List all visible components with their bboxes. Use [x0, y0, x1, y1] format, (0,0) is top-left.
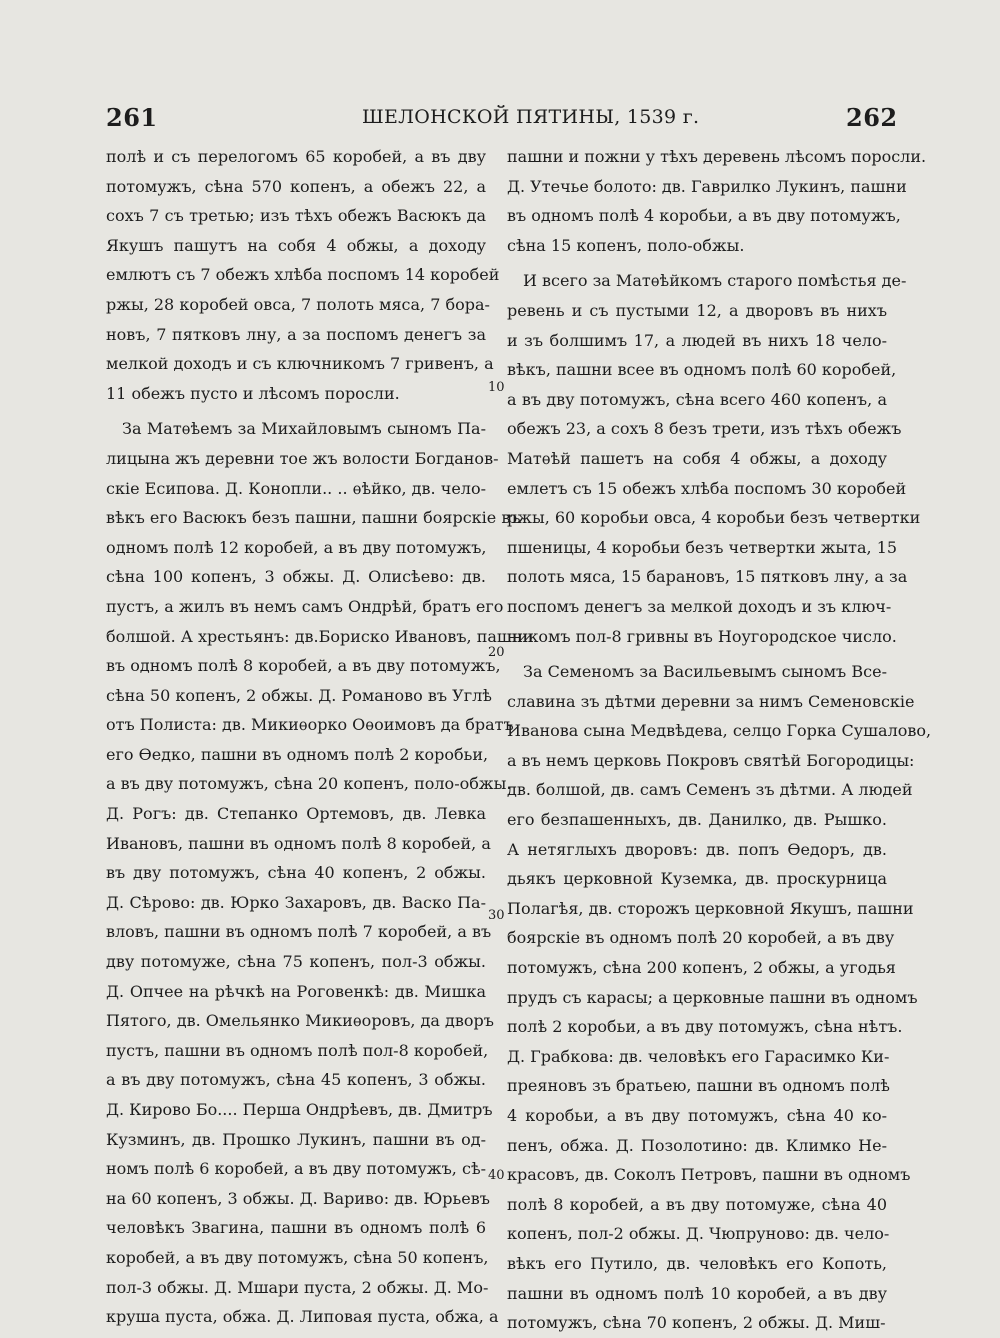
text-line: дву потомуже, сѣна 75 копенъ, пол-3 обжы.	[106, 952, 486, 972]
text-line: славина зъ дѣтми деревни за нимъ Семеновскіе	[507, 691, 915, 711]
text-line: потомужъ, сѣна 570 копенъ, а обежъ 22, а	[106, 176, 486, 196]
line-number-30: 30	[488, 908, 505, 923]
text-line: Полагѣя, дв. сторожъ церковной Якушъ, пашни	[507, 898, 914, 918]
text-line: красовъ, дв. Соколъ Петровъ, пашни въ одномъ	[507, 1165, 911, 1185]
text-line: пол-3 обжы. Д. Мшари пуста, 2 обжы. Д. Мо-	[106, 1277, 489, 1297]
text-line: а въ немъ церковь Покровъ святѣй Богородицы:	[507, 750, 915, 770]
text-line: поспомъ денегъ за мелкой доходъ и зъ ключ-	[507, 596, 892, 616]
text-line: никомъ пол-8 гривны въ Ноугородское число.	[507, 626, 897, 646]
text-line: ржы, 60 коробьи овса, 4 коробьи безъ четвертки	[507, 508, 921, 528]
text-line: и зъ болшимъ 17, а людей въ нихъ 18 чело-	[507, 330, 887, 350]
text-line: 11 обежъ пусто и лѣсомъ поросли.	[106, 383, 400, 403]
text-line: дв. болшой, дв. самъ Семенъ зъ дѣтми. А людей	[507, 780, 913, 800]
text-line: Матѳѣй пашетъ на собя 4 обжы, а доходу	[507, 448, 887, 468]
right-paragraph-1	[507, 142, 927, 260]
text-line: вѣкъ, пашни всее въ одномъ полѣ 60 коробей,	[507, 360, 897, 380]
page-number-right: 262	[846, 103, 898, 132]
text-line: новъ, 7 пятковъ лну, а за поспомъ денегъ за	[106, 324, 486, 344]
text-line: потомужъ, сѣна 200 копенъ, 2 обжы, а угодья	[507, 958, 896, 978]
text-line: копенъ, пол-2 обжы. Д. Чюпруново: дв. чело-	[507, 1224, 890, 1244]
text-line: скіе Есипова. Д. Конопли.. .. ѳѣйко, дв. чело-	[106, 478, 486, 498]
text-line: 4 коробьи, а въ дву потомужъ, сѣна 40 ко-	[507, 1106, 887, 1125]
text-line: пустъ, а жилъ въ немъ самъ Ондрѣй, братъ его	[106, 596, 504, 616]
text-line: потомужъ, сѣна 70 копенъ, 2 обжы. Д. Миш-	[507, 1313, 886, 1333]
text-line: сѣна 50 копенъ, 2 обжы. Д. Романово въ Углѣ	[106, 685, 492, 705]
text-line: Пятого, дв. Омельянко Микиѳоровъ, да дворъ	[106, 1011, 494, 1031]
text-line: лицына жъ деревни тое жъ волости Богданов-	[106, 448, 499, 468]
text-line: въ одномъ полѣ 8 коробей, а въ дву потомужъ,	[106, 656, 501, 676]
text-line: ржы, 28 коробей овса, 7 полоть мяса, 7 бора-	[106, 294, 490, 314]
text-line: преяновъ зъ братьею, пашни въ одномъ полѣ	[507, 1076, 890, 1096]
text-line: Иванова сына Медвѣдева, селцо Горка Сушалово,	[507, 721, 932, 741]
text-line: Кузминъ, дв. Прошко Лукинъ, пашни въ од-	[106, 1129, 486, 1149]
text-line: въ одномъ полѣ 4 коробьи, а въ дву потомужъ,	[507, 206, 901, 226]
text-line: ревень и съ пустыми 12, а дворовъ въ нихъ	[507, 300, 887, 320]
text-line: И всего за Матѳѣйкомъ старого помѣстья де-	[523, 271, 907, 291]
text-line: отъ Полиста: дв. Микиѳорко Оѳоимовъ да братъ	[106, 715, 514, 735]
text-line: на 60 копенъ, 3 обжы. Д. Вариво: дв. Юрьевъ	[106, 1188, 490, 1208]
text-line: а въ дву потомужъ, сѣна 20 копенъ, поло-обжы.	[106, 774, 512, 794]
text-line: Д. Грабкова: дв. человѣкъ его Гарасимко Ки-	[507, 1046, 890, 1066]
right-paragraph-3	[507, 657, 932, 1338]
text-line: его Ѳедко, пашни въ одномъ полѣ 2 коробьи,	[106, 744, 489, 764]
text-line: мелкой доходъ и съ ключникомъ 7 гривенъ, а	[106, 354, 494, 374]
text-line: обежъ 23, а сохъ 8 безъ трети, изъ тѣхъ обежъ	[507, 419, 902, 439]
text-line: въ дву потомужъ, сѣна 40 копенъ, 2 обжы.	[106, 863, 486, 883]
line-number-40: 40	[488, 1168, 505, 1183]
text-line: боярскіе въ одномъ полѣ 20 коробей, а въ дву	[507, 928, 895, 948]
text-line: сохъ 7 съ третью; изъ тѣхъ обежъ Васюкъ да	[106, 206, 486, 226]
text-line: вѣкъ его Путило, дв. человѣкъ его Копоть,	[507, 1253, 887, 1273]
text-line: Д. Сѣрово: дв. Юрко Захаровъ, дв. Васко Па-	[106, 892, 486, 912]
text-line: полоть мяса, 15 барановъ, 15 пятковъ лну, а за	[507, 567, 908, 587]
text-line: коробей, а въ дву потомужъ, сѣна 50 копенъ,	[106, 1247, 489, 1267]
text-line: Ивановъ, пашни въ одномъ полѣ 8 коробей, а	[106, 833, 491, 853]
text-line: вѣкъ его Васюкъ безъ пашни, пашни боярскіе въ	[106, 508, 521, 528]
text-line: Д. Утечье болото: дв. Гаврилко Лукинъ, пашни	[507, 176, 907, 196]
text-line: дьякъ церковной Куземка, дв. проскурница	[507, 869, 887, 889]
text-line: пашни въ одномъ полѣ 10 коробей, а въ дву	[507, 1283, 887, 1303]
text-line: круша пуста, обжа. Д. Липовая пуста, обжа, а	[106, 1307, 499, 1327]
running-head: ШЕЛОНСКОЙ ПЯТИНЫ, 1539 г.	[362, 106, 700, 128]
right-column	[507, 142, 932, 1338]
text-line: вловъ, пашни въ одномъ полѣ 7 коробей, а въ	[106, 922, 492, 942]
text-line: а въ дву потомужъ, сѣна 45 копенъ, 3 обжы.	[106, 1070, 486, 1090]
right-paragraph-2	[507, 266, 921, 651]
text-line: Д. Рогъ: дв. Степанко Ортемовъ, дв. Левка	[106, 804, 486, 824]
text-line: полѣ 8 коробей, а въ дву потомуже, сѣна 40	[507, 1194, 887, 1214]
text-line: А нетяглыхъ дворовъ: дв. попъ Ѳедоръ, дв.	[507, 839, 887, 859]
line-number-20: 20	[488, 645, 505, 660]
text-line: пенъ, обжа. Д. Позолотино: дв. Климко Не-	[507, 1135, 887, 1155]
text-line: сѣна 100 копенъ, 3 обжы. Д. Олисѣево: дв.	[106, 567, 486, 587]
page-number-left: 261	[106, 103, 158, 132]
text-line: его безпашенныхъ, дв. Данилко, дв. Рышко.	[507, 810, 887, 830]
text-line: За Матѳѣемъ за Михайловымъ сыномъ Па-	[122, 419, 486, 439]
text-line: пашни и пожни у тѣхъ деревень лѣсомъ поросли.	[507, 147, 927, 166]
text-line: номъ полѣ 6 коробей, а въ дву потомужъ, сѣ-	[106, 1159, 486, 1179]
text-line: болшой. А хрестьянъ: дв.Бориско Ивановъ, пашни	[106, 626, 534, 646]
text-line: пустъ, пашни въ одномъ полѣ пол-8 коробей,	[106, 1040, 489, 1060]
text-line: полѣ 2 коробьи, а въ дву потомужъ, сѣна нѣтъ.	[507, 1017, 903, 1037]
text-line: одномъ полѣ 12 коробей, а въ дву потомужъ,	[106, 537, 487, 557]
text-line: пшеницы, 4 коробьи безъ четвертки жыта, 15	[507, 537, 898, 557]
text-line: Д. Опчее на рѣчкѣ на Роговенкѣ: дв. Мишка	[106, 981, 486, 1001]
text-line: За Семеномъ за Васильевымъ сыномъ Все-	[523, 662, 887, 682]
text-line: Якушъ пашутъ на собя 4 обжы, а доходу	[106, 235, 486, 255]
text-line: емлетъ съ 15 обежъ хлѣба поспомъ 30 коробей	[507, 478, 907, 498]
text-line: прудъ съ карасы; а церковные пашни въ одномъ	[507, 987, 918, 1007]
text-line: Д. Кирово Бо.... Перша Ондрѣевъ, дв. Дмитръ	[106, 1100, 493, 1119]
text-line: полѣ и съ перелогомъ 65 коробей, а въ дву	[106, 147, 486, 166]
text-line: емлютъ съ 7 обежъ хлѣба поспомъ 14 коробей	[106, 265, 500, 285]
text-line: сѣна 15 копенъ, поло-обжы.	[507, 235, 745, 255]
line-number-10: 10	[488, 380, 505, 395]
text-line: человѣкъ Звагина, пашни въ одномъ полѣ 6	[106, 1218, 486, 1238]
text-line: а въ дву потомужъ, сѣна всего 460 копенъ, а	[507, 389, 887, 409]
